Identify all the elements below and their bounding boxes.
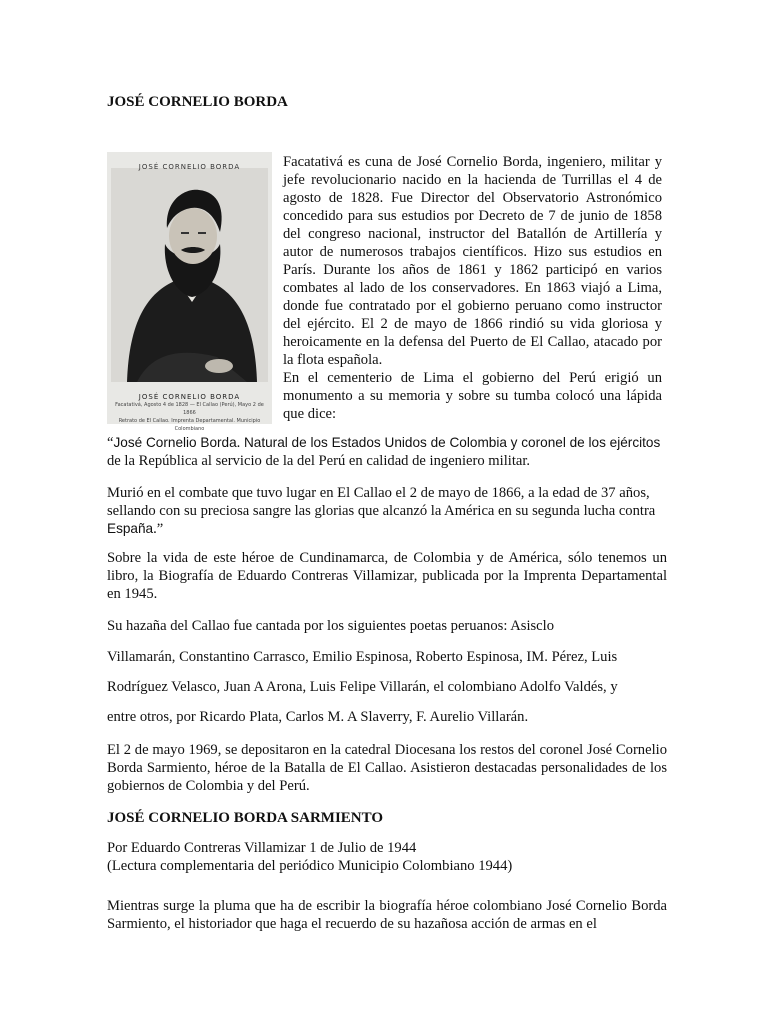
- paragraph-biography: Sobre la vida de este héroe de Cundinamarca, de Colombia y de América, sólo tenemos un libro, la Biografía de Eduardo Contreras Villamizar, publicada por la Imprenta Departamental en 1945.: [107, 550, 667, 602]
- quote-p2-start: Murió en el combate que tuvo lugar en El Callao el 2 de mayo de 1866, a la edad de 37 años, sellando con su preciosa sangre las glorias que alcanzó la América en su segunda lucha contra: [107, 485, 656, 519]
- intro-paragraph-2: En el cementerio de Lima el gobierno del Perú erigió un monumento a su memoria y sobre su tumba colocó una lápida que dice:: [283, 370, 662, 422]
- paragraph-poets-intro: Su hazaña del Callao fue cantada por los siguientes poetas peruanos: Asisclo: [107, 618, 555, 634]
- paragraph-poets-line-2: Rodríguez Velasco, Juan A Arona, Luis Felipe Villarán, el colombiano Adolfo Valdés, y: [107, 679, 618, 695]
- byline-note: (Lectura complementaria del periódico Municipio Colombiano 1944): [107, 858, 513, 874]
- portrait-subcaption-line-2: Retrato de El Callao. Imprenta Departamental. Municipio Colombiano: [118, 418, 261, 432]
- portrait-photo: [107, 152, 272, 432]
- quote-p2-end: .”: [153, 521, 164, 537]
- quote-name: José Cornelio Borda: [113, 435, 237, 450]
- epitaph-quote-continued: [107, 484, 667, 538]
- intro-paragraph-1: Facatativá es cuna de José Cornelio Borda, ingeniero, militar y jefe revolucionario nacido en la hacienda de Turrillas el 4 de agosto de 1828. Fue Director del Observatorio Astronómico concedido para sus estudios por Decreto de 7 de junio de 1858 del congreso nacional, instructor del Batallón de Artillería y autor de numerosos trabajos científicos. Hizo sus estudios en París. Durante los años de 1861 y 1862 participó en varios combates al lado de los conservadores. En 1863 viajó a Lima, donde fue contratado por el gobierno peruano como instructor del ejército. El 2 de mayo de 1866 rindió su vida gloriosa y heroicamente en la defensa del Puerto de El Callao, atacado por la flota española.: [283, 154, 662, 368]
- epitaph-quote: [107, 434, 667, 470]
- portrait-subcaption-line-1: Facatativá, Agosto 4 de 1828 — El Callao (Perú), Mayo 2 de 1866: [115, 402, 264, 416]
- portrait-top-label: JOSÉ CORNELIO BORDA: [138, 163, 241, 171]
- quote-p2-espana: España: [107, 521, 154, 536]
- paragraph-remains: El 2 de mayo 1969, se depositaron en la catedral Diocesana los restos del coronel José Cornelio Borda Sarmiento, héroe de la Batalla de El Callao. Asistieron destacadas personalidades de los gobiernos de Colombia y del Perú.: [107, 742, 667, 794]
- paragraph-poets-line-3: entre otros, por Ricardo Plata, Carlos M. A Slaverry, F. Aurelio Villarán.: [107, 709, 529, 725]
- intro-text: [283, 153, 662, 423]
- paragraph-mientras: Mientras surge la pluma que ha de escribir la biografía héroe colombiano José Cornelio Borda Sarmiento, el historiador que haga el recuerdo de su hazañosa acción de armas en el: [107, 898, 667, 932]
- byline: Por Eduardo Contreras Villamizar 1 de Julio de 1944: [107, 840, 417, 856]
- quote-open-mark: “: [107, 435, 114, 451]
- article-title: JOSÉ CORNELIO BORDA: [107, 94, 288, 110]
- portrait-subcaption: [109, 401, 270, 433]
- portrait-caption: JOSÉ CORNELIO BORDA: [138, 393, 241, 401]
- section-title: JOSÉ CORNELIO BORDA SARMIENTO: [107, 810, 384, 826]
- paragraph-poets-line-1: Villamarán, Constantino Carrasco, Emilio Espinosa, Roberto Espinosa, IM. Pérez, Luis: [107, 649, 618, 665]
- portrait-engraving: [107, 152, 272, 424]
- quote-origin: Natural de los Estados Unidos de Colombia y coronel de los ejércitos: [243, 435, 661, 450]
- quote-rest: de la República al servicio de la del Perú en calidad de ingeniero militar.: [107, 453, 531, 469]
- quote-sep: .: [236, 435, 244, 451]
